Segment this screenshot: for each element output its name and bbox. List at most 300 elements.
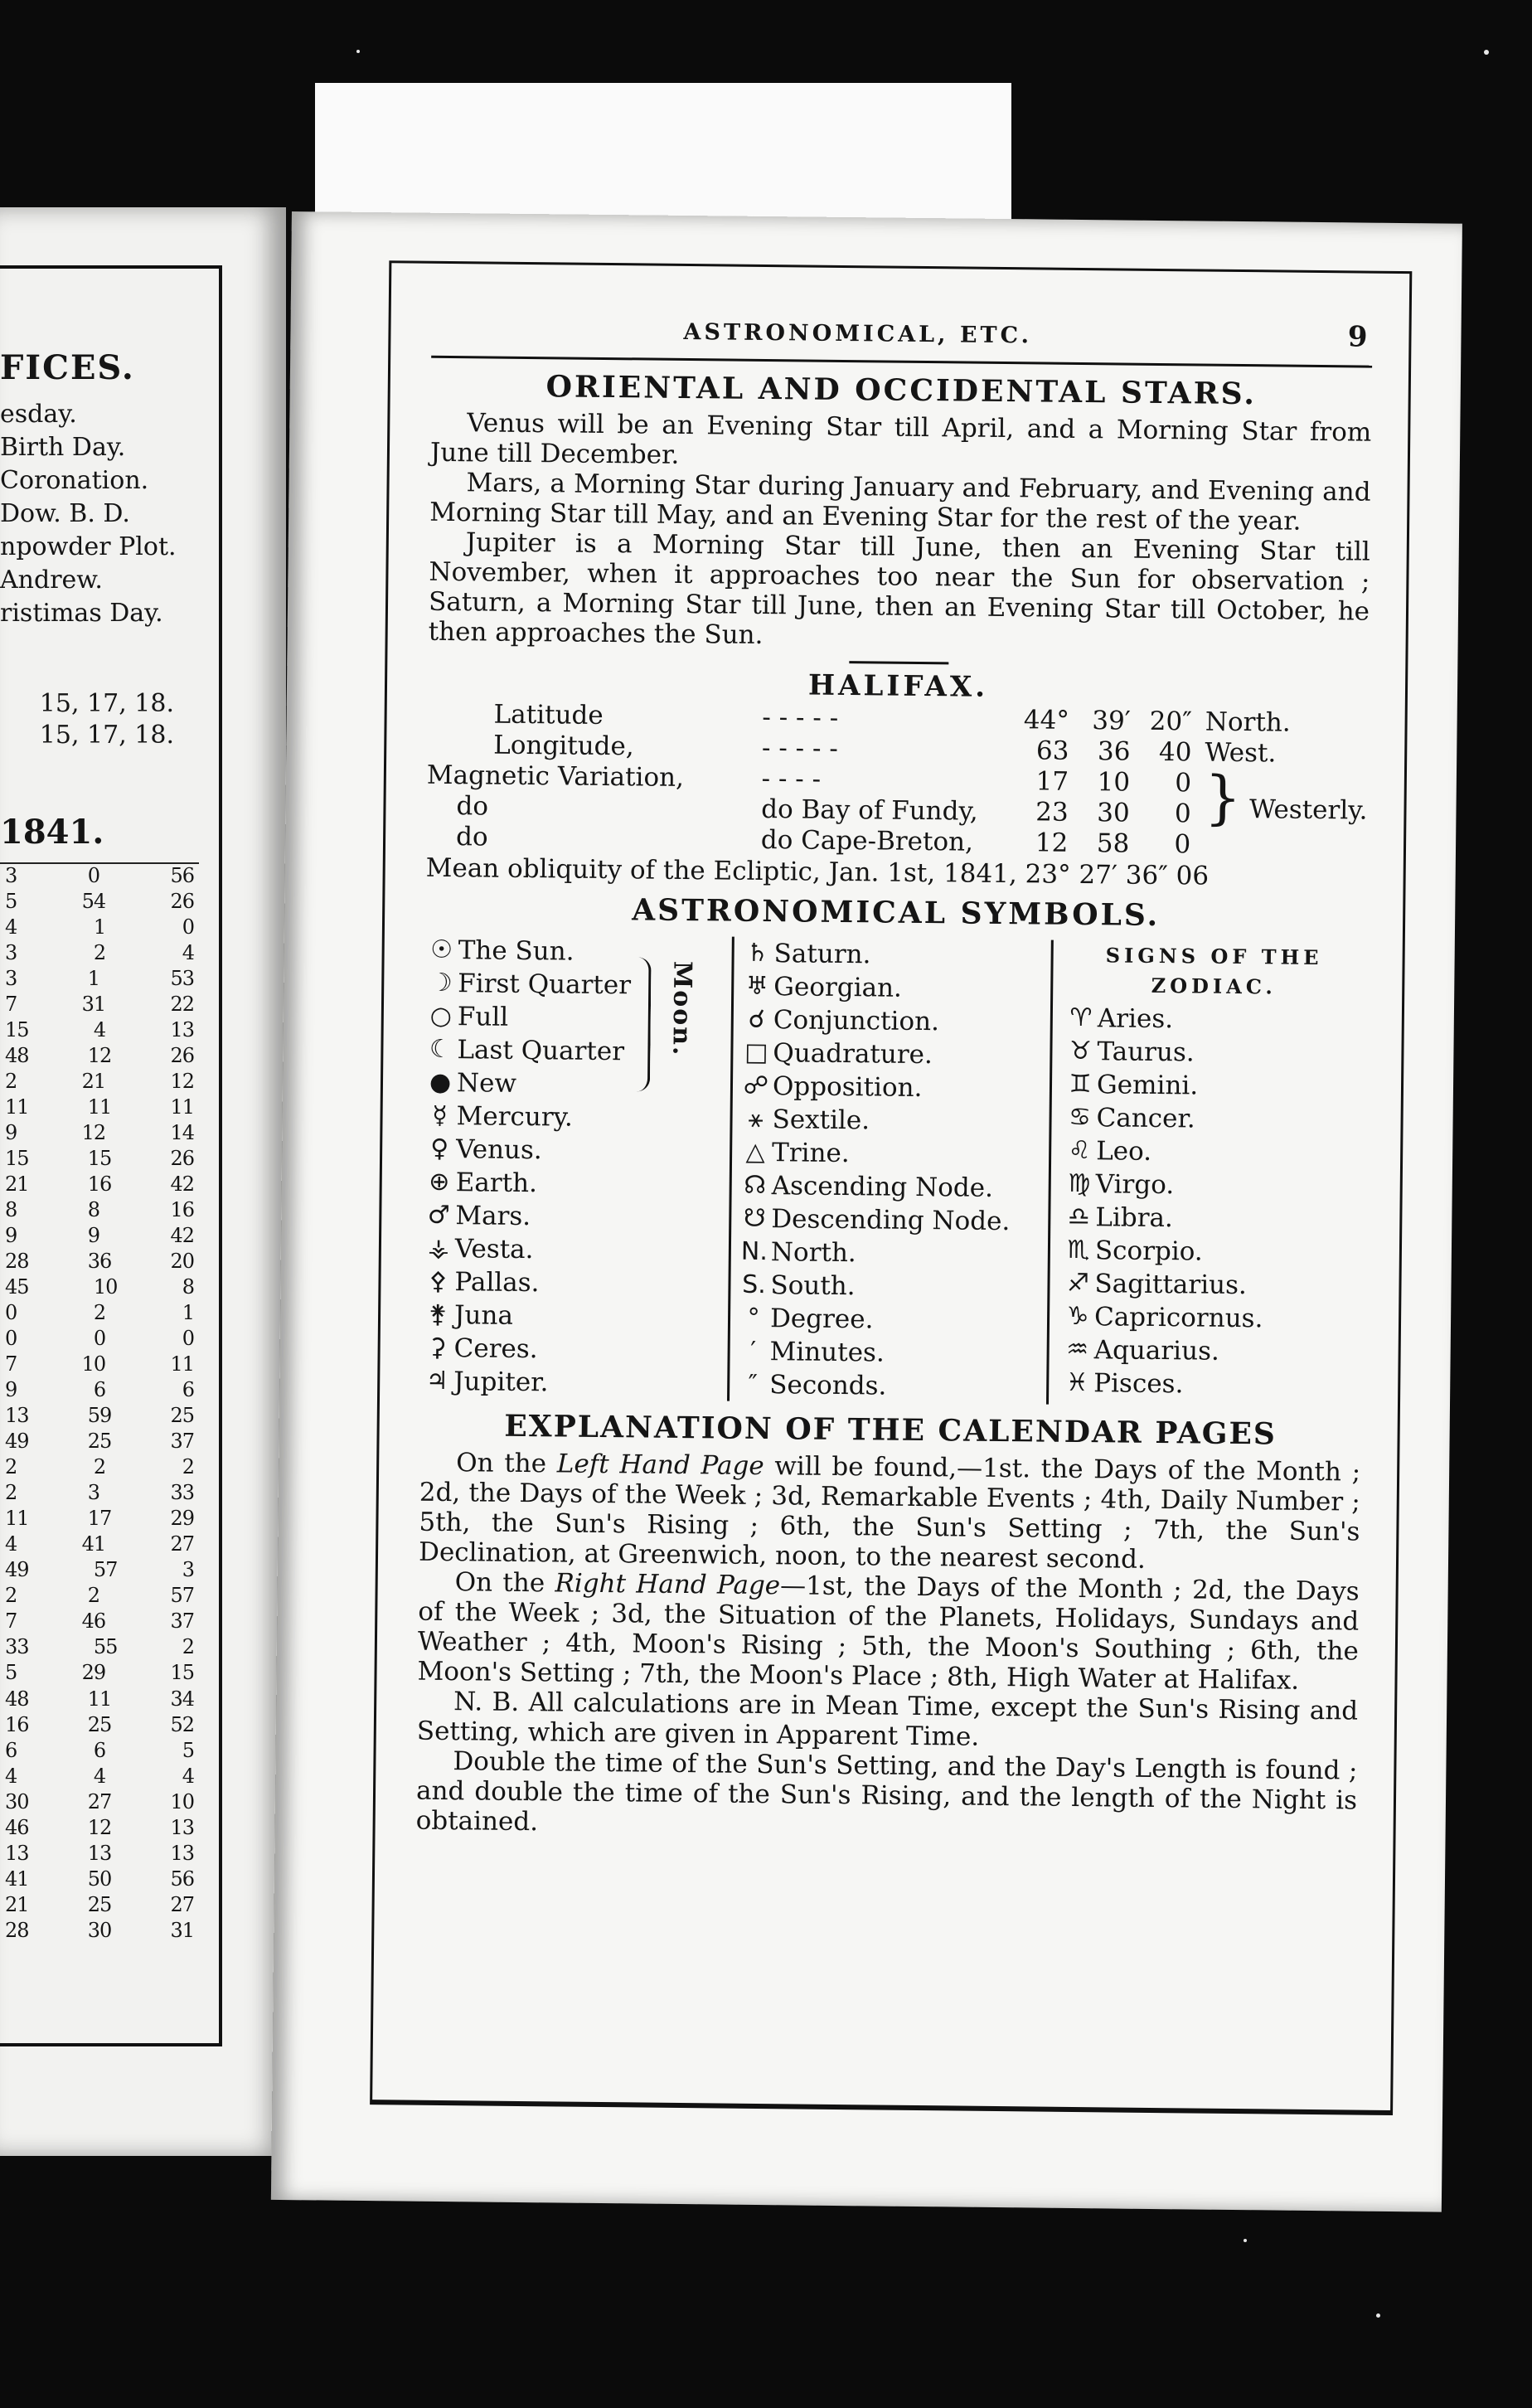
left-table-row: [0, 1327, 199, 1350]
left-table-cell: 7: [5, 1352, 17, 1376]
halifax-minutes: 39′: [1092, 706, 1132, 736]
symbol-row: [1063, 1168, 1361, 1204]
cancer-symbol: ♋: [1068, 1102, 1092, 1133]
left-table-row: [0, 967, 199, 990]
left-table-row: [0, 993, 199, 1016]
sun-symbol: ☉: [430, 935, 453, 965]
aspect-symbols-column: [727, 937, 1054, 1405]
left-table-cell: 3: [182, 1558, 194, 1582]
left-table-cell: 26: [170, 1044, 194, 1068]
left-page-line: Coronation.: [0, 466, 149, 495]
sagittarius-symbol: ♐: [1066, 1268, 1090, 1299]
left-table-cell: 0: [87, 864, 99, 887]
left-table-cell: 5: [5, 1661, 17, 1685]
aquarius-symbol: ♒: [1066, 1334, 1089, 1365]
symbol-label: Trine.: [771, 1138, 850, 1169]
symbol-row: [1062, 1234, 1360, 1270]
new-moon-symbol: ●: [429, 1067, 452, 1098]
left-table-cell: 9: [5, 1378, 17, 1402]
left-table-cell: 13: [170, 1815, 194, 1839]
main-page: [271, 211, 1462, 2212]
left-table-row: [0, 864, 199, 887]
left-table-cell: 49: [5, 1430, 29, 1454]
symbol-row: [739, 1070, 1043, 1106]
opposition-symbol: ☍: [743, 1070, 769, 1101]
virgo-symbol: ♍: [1068, 1168, 1091, 1199]
georgian-symbol: ♅: [745, 971, 768, 1002]
left-table-cell: 9: [5, 1121, 17, 1145]
symbol-row: [423, 1133, 696, 1168]
left-table-cell: 37: [170, 1609, 194, 1634]
explanation-heading: EXPLANATION OF THE CALENDAR PAGES: [504, 1408, 1277, 1452]
obliquity-line: Mean obliquity of the Ecliptic, Jan. 1st, 1841, 23° 27′ 36″ 06: [425, 852, 1210, 891]
section-rule: [849, 661, 948, 664]
left-table-cell: 2: [93, 1301, 106, 1325]
left-table-cell: 13: [5, 1841, 29, 1865]
left-table-row: [0, 1172, 199, 1196]
left-table-cell: 42: [170, 1224, 194, 1248]
left-page-dates: [0, 688, 174, 751]
symbol-row: [739, 1169, 1042, 1206]
symbol-row: [424, 1000, 698, 1036]
left-table-cell: 0: [182, 915, 194, 939]
halifax-minutes: 10: [1097, 767, 1131, 798]
halifax-dots: do Cape-Breton,: [760, 824, 974, 857]
degree-symbol: °: [747, 1303, 760, 1333]
halifax-minutes: 58: [1096, 828, 1130, 859]
symbol-row: [740, 970, 1044, 1007]
left-hand-page-term: Left Hand Page: [556, 1449, 764, 1482]
explanation-text: On the: [456, 1448, 558, 1479]
ceres-symbol: ⚳: [428, 1333, 447, 1363]
left-table-cell: 15: [87, 1147, 112, 1171]
symbol-label: Conjunction.: [773, 1005, 940, 1037]
explanation-paragraph: N. B. All calculations are in Mean Time, except the Sun's Rising and Setting, which are given in Apparent Time.: [416, 1687, 1359, 1752]
oriental-paragraph: Venus will be an Evening Star till April, and a Morning Star from June till December.: [429, 408, 1372, 470]
halifax-label: Longitude,: [493, 730, 634, 762]
left-table-cell: 33: [5, 1635, 29, 1659]
symbol-row: [1060, 1333, 1359, 1370]
venus-symbol: ♀: [429, 1134, 449, 1164]
left-page-line: Andrew.: [0, 566, 103, 595]
minute-symbol: ′: [750, 1336, 757, 1366]
symbol-row: [740, 937, 1044, 973]
left-table-cell: 11: [87, 1095, 112, 1119]
left-table-row: [0, 1250, 199, 1273]
symbol-label: Virgo.: [1095, 1169, 1175, 1201]
planet-symbols-column: [420, 934, 699, 1401]
left-page-line: ristimas Day.: [0, 599, 163, 628]
left-table-cell: 8: [182, 1275, 194, 1299]
left-page-line: Dow. B. D.: [0, 499, 130, 528]
left-table-cell: 21: [5, 1892, 29, 1916]
jupiter-symbol: ♃: [425, 1366, 448, 1396]
left-table-row: [0, 1147, 199, 1170]
symbol-row: [420, 1365, 694, 1401]
left-table-row: [0, 1609, 199, 1633]
left-table-cell: 2: [93, 941, 106, 965]
left-table-cell: 15: [170, 1661, 194, 1685]
gemini-symbol: ♊: [1069, 1069, 1092, 1100]
symbols-table: [420, 934, 1366, 1408]
left-table-cell: 26: [170, 890, 194, 914]
halifax-minutes: 36: [1097, 736, 1131, 767]
left-table-cell: 41: [81, 1532, 106, 1556]
left-table-cell: 16: [5, 1712, 29, 1736]
left-table-cell: 2: [87, 1584, 99, 1608]
left-table-cell: 48: [5, 1044, 29, 1068]
left-table-row: [0, 1455, 199, 1478]
symbol-row: [421, 1265, 695, 1301]
left-table-cell: 11: [170, 1352, 194, 1376]
symbol-label: Quadrature.: [773, 1038, 933, 1070]
left-table-cell: 6: [93, 1378, 106, 1402]
scan-speck: [356, 50, 360, 53]
symbol-label: Full: [457, 1002, 509, 1032]
left-table-cell: 37: [170, 1430, 194, 1454]
left-table-row: [0, 1558, 199, 1581]
left-table-cell: 12: [87, 1815, 112, 1839]
halifax-dots: - - - -: [761, 763, 822, 794]
mercury-symbol: ☿: [432, 1100, 448, 1131]
left-page-table: [0, 862, 199, 1942]
left-table-row: [0, 1867, 199, 1891]
running-head: ASTRONOMICAL, ETC.: [683, 318, 1033, 349]
symbol-label: Mercury.: [456, 1101, 574, 1133]
left-table-cell: 4: [93, 1018, 106, 1042]
left-table-cell: 46: [5, 1815, 29, 1839]
left-table-cell: 53: [170, 967, 194, 991]
left-table-row: [0, 1584, 199, 1607]
halifax-table: [426, 699, 1369, 862]
symbol-label: Taurus.: [1097, 1037, 1195, 1068]
page-number: 9: [1347, 320, 1368, 354]
left-table-row: [0, 1842, 199, 1865]
scan-speck: [1244, 2239, 1247, 2242]
left-table-cell: 12: [81, 1121, 106, 1145]
halifax-seconds: 0: [1174, 799, 1191, 829]
symbol-row: [737, 1269, 1040, 1305]
symbol-row: [421, 1299, 695, 1334]
left-table-cell: 27: [87, 1789, 112, 1813]
left-table-cell: 31: [81, 993, 106, 1017]
left-table-row: [0, 1352, 199, 1376]
left-table-cell: 6: [5, 1738, 17, 1762]
zodiac-symbols-column: [1049, 940, 1364, 1408]
halifax-dots: do Bay of Fundy,: [761, 794, 978, 827]
symbol-label: North.: [770, 1237, 856, 1269]
left-table-cell: 27: [170, 1892, 194, 1916]
symbol-label: Minutes.: [769, 1337, 885, 1368]
left-table-cell: 14: [170, 1121, 194, 1145]
symbol-label: Libra.: [1095, 1202, 1174, 1234]
halifax-degrees: 23: [1035, 797, 1069, 828]
left-table-cell: 31: [170, 1918, 194, 1942]
left-table-row: [0, 1816, 199, 1839]
left-table-cell: 20: [170, 1250, 194, 1274]
symbol-label: Pallas.: [454, 1267, 540, 1299]
symbol-row: [738, 1202, 1041, 1239]
symbol-label: Opposition.: [772, 1071, 923, 1104]
left-table-cell: 33: [170, 1481, 194, 1505]
earth-symbol: ⊕: [428, 1167, 450, 1197]
symbol-row: [424, 1066, 697, 1102]
halifax-direction: North.: [1205, 706, 1291, 738]
left-table-row: [0, 941, 199, 964]
symbol-label: Scorpio.: [1094, 1236, 1203, 1267]
left-table-cell: 5: [5, 890, 17, 914]
left-table-row: [0, 1661, 199, 1684]
left-table-cell: 28: [5, 1918, 29, 1942]
capricornus-symbol: ♑: [1066, 1301, 1089, 1332]
halifax-degrees: 63: [1035, 736, 1069, 766]
symbol-label: Vesta.: [454, 1234, 534, 1265]
left-table-row: [0, 915, 199, 939]
symbol-row: [736, 1335, 1040, 1371]
left-table-cell: 16: [87, 1172, 112, 1197]
symbol-label: Ascending Node.: [771, 1171, 994, 1203]
left-table-row: [0, 1532, 199, 1556]
left-table-row: [0, 1687, 199, 1711]
symbol-label: Descending Node.: [771, 1204, 1011, 1237]
halifax-degrees: 17: [1035, 766, 1069, 797]
left-table-cell: 5: [182, 1738, 194, 1762]
left-page-year: 1841.: [0, 813, 104, 852]
left-table-cell: 45: [5, 1275, 29, 1299]
left-table-cell: 4: [5, 1764, 17, 1788]
symbol-row: [1060, 1367, 1359, 1403]
left-table-cell: 55: [93, 1635, 118, 1659]
symbol-row: [738, 1236, 1041, 1272]
explanation-text: On the: [454, 1567, 555, 1599]
first-quarter-symbol: ☽: [429, 968, 453, 998]
last-quarter-symbol: ☾: [429, 1034, 453, 1065]
symbol-label: Juna: [453, 1300, 514, 1331]
left-table-cell: 13: [170, 1018, 194, 1042]
left-table-row: [0, 1507, 199, 1530]
halifax-heading: HALIFAX.: [807, 668, 989, 704]
halifax-label: do: [456, 791, 489, 822]
left-table-cell: 0: [5, 1327, 17, 1351]
left-table-row: [0, 1275, 199, 1299]
left-table-cell: 57: [170, 1584, 194, 1608]
quadrature-symbol: □: [744, 1037, 768, 1068]
left-table-cell: 28: [5, 1250, 29, 1274]
oriental-paragraph: Jupiter is a Morning Star till June, then an Evening Star till November, when it approaches too near the Sun for observation ; Saturn, a Morning Star till June, then an Evening Star till October, he then approaches the Sun.: [428, 527, 1370, 650]
left-table-cell: 59: [87, 1404, 112, 1428]
left-table-cell: 0: [182, 1327, 194, 1351]
saturn-symbol: ♄: [746, 938, 769, 969]
symbol-row: [422, 1199, 696, 1235]
left-table-cell: 56: [170, 864, 194, 887]
left-table-cell: 3: [5, 864, 17, 887]
symbol-label: Sextile.: [772, 1104, 870, 1136]
left-table-row: [0, 1404, 199, 1427]
symbol-row: [420, 1332, 694, 1367]
left-table-cell: 41: [5, 1867, 29, 1891]
left-page-fragment: [0, 207, 286, 2156]
halifax-seconds: 20″: [1149, 706, 1193, 737]
left-page-line: Birth Day.: [0, 433, 126, 462]
libra-symbol: ♎: [1067, 1202, 1090, 1232]
left-page-date-line: 15, 17, 18.: [39, 689, 174, 718]
symbol-label: Last Quarter: [457, 1035, 625, 1067]
symbol-label: Degree.: [769, 1304, 874, 1335]
symbol-row: [1063, 1101, 1361, 1138]
halifax-direction: Westerly.: [1248, 794, 1368, 826]
left-table-cell: 21: [81, 1070, 106, 1094]
left-table-cell: 10: [81, 1352, 106, 1376]
left-table-row: [0, 1790, 199, 1813]
oriental-paragraph: Mars, a Morning Star during January and February, and Evening and Morning Star till May, and an Evening Star for the rest of the year.: [429, 468, 1371, 536]
explanation-paragraph: Double the time of the Sun's Setting, and the Day's Length is found ; and double the time of the Sun's Rising, and the length of the Night is obtained.: [415, 1746, 1358, 1838]
left-table-cell: 3: [87, 1481, 99, 1505]
left-table-cell: 3: [5, 941, 17, 965]
left-table-cell: 49: [5, 1558, 29, 1582]
symbol-row: [1061, 1267, 1360, 1304]
halifax-minutes: 30: [1097, 798, 1130, 828]
left-table-cell: 22: [170, 993, 194, 1017]
symbol-label: New: [456, 1068, 517, 1099]
sextile-symbol: ⚹: [748, 1104, 764, 1134]
north-abbrev: N.: [740, 1236, 768, 1267]
left-table-cell: 15: [5, 1018, 29, 1042]
symbol-row: [423, 1100, 696, 1135]
halifax-seconds: 0: [1174, 829, 1191, 860]
left-table-cell: 4: [5, 915, 17, 939]
symbol-row: [424, 934, 698, 969]
left-table-cell: 9: [87, 1224, 99, 1248]
left-table-cell: 27: [170, 1532, 194, 1556]
left-table-cell: 25: [87, 1430, 112, 1454]
scorpio-symbol: ♏: [1067, 1235, 1090, 1265]
left-table-cell: 4: [5, 1532, 17, 1556]
zodiac-heading: SIGNS OF THE ZODIAC.: [1105, 943, 1323, 999]
left-table-cell: 1: [182, 1301, 194, 1325]
oriental-heading: ORIENTAL AND OCCIDENTAL STARS.: [545, 369, 1258, 412]
taurus-symbol: ♉: [1069, 1036, 1093, 1066]
left-table-cell: 54: [81, 890, 106, 914]
symbols-heading: ASTRONOMICAL SYMBOLS.: [631, 892, 1161, 934]
symbol-row: [739, 1136, 1042, 1172]
symbol-row: [1061, 1300, 1360, 1337]
symbol-row: [737, 1302, 1040, 1338]
symbol-label: Aries.: [1097, 1003, 1174, 1035]
moon-label: Moon.: [667, 960, 697, 1057]
symbol-label: Cancer.: [1096, 1103, 1195, 1134]
left-table-row: [0, 1739, 199, 1762]
symbol-row: [1063, 1134, 1361, 1171]
explanation-text: will be found,—1st. the Days of the Month ; 2d, the Days of the Week ; 3d, Remarkable Events ; 4th, Daily Number ; 5th, the Sun's Rising ; 6th, the Sun's Setting ; 7th, the Sun's Declination, at Greenwich, noon, to the nearest second.: [418, 1451, 1361, 1575]
descending-node-symbol: ☋: [743, 1203, 766, 1234]
symbol-label: Pisces.: [1093, 1368, 1184, 1400]
symbol-label: Leo.: [1095, 1136, 1152, 1167]
symbol-label: Jupiter.: [453, 1367, 549, 1398]
left-table-row: [0, 1713, 199, 1736]
symbol-row: [424, 1033, 697, 1069]
halifax-direction: West.: [1205, 737, 1277, 769]
left-table-cell: 1: [87, 967, 99, 991]
left-table-cell: 2: [182, 1455, 194, 1479]
left-table-row: [0, 1765, 199, 1788]
symbol-label: Seconds.: [769, 1370, 887, 1401]
left-table-cell: 2: [5, 1455, 17, 1479]
left-table-cell: 4: [93, 1764, 106, 1788]
halifax-label: Magnetic Variation,: [426, 760, 685, 793]
left-page-date-line: 15, 17, 18.: [39, 721, 174, 750]
symbol-row: [424, 967, 698, 1003]
left-table-row: [0, 1095, 199, 1119]
left-table-cell: 11: [87, 1687, 112, 1711]
left-table-cell: 0: [93, 1327, 106, 1351]
left-table-cell: 12: [87, 1044, 112, 1068]
halifax-degrees: 44°: [1023, 705, 1070, 736]
pallas-symbol: ⚴: [429, 1266, 448, 1297]
symbol-label: Saturn.: [773, 939, 871, 970]
left-table-cell: 48: [5, 1687, 29, 1711]
left-table-cell: 16: [170, 1198, 194, 1222]
left-table-cell: 11: [170, 1095, 194, 1119]
left-table-cell: 0: [5, 1301, 17, 1325]
scan-speck: [1376, 2313, 1380, 2318]
symbol-label: Venus.: [455, 1134, 542, 1166]
symbol-label: Capricornus.: [1093, 1302, 1263, 1334]
left-table-cell: 29: [81, 1661, 106, 1685]
halifax-seconds: 0: [1175, 768, 1192, 799]
left-table-row: [0, 1070, 199, 1093]
symbol-row: [740, 1003, 1044, 1040]
left-table-row: [0, 1121, 199, 1144]
halifax-dots: - - - - -: [762, 702, 839, 733]
symbol-row: [1064, 1002, 1363, 1038]
left-table-cell: 30: [5, 1789, 29, 1813]
left-table-cell: 15: [5, 1147, 29, 1171]
left-table-cell: 57: [93, 1558, 118, 1582]
symbol-row: [736, 1368, 1040, 1405]
left-table-cell: 2: [5, 1584, 17, 1608]
left-table-cell: 13: [87, 1841, 112, 1865]
left-table-row: [0, 1224, 199, 1247]
left-table-cell: 3: [5, 967, 17, 991]
westerly-brace: }: [1204, 763, 1242, 833]
symbol-row: [423, 1166, 696, 1202]
symbol-label: The Sun.: [458, 935, 574, 967]
symbol-label: Mars.: [455, 1201, 531, 1232]
left-table-cell: 34: [170, 1687, 194, 1711]
aries-symbol: ♈: [1069, 1003, 1093, 1033]
left-table-cell: 1: [93, 915, 106, 939]
left-table-cell: 36: [87, 1250, 112, 1274]
left-table-cell: 2: [93, 1455, 106, 1479]
second-symbol: ″: [748, 1369, 759, 1399]
halifax-label: Latitude: [493, 699, 604, 731]
left-table-row: [0, 1301, 199, 1324]
left-table-cell: 4: [182, 941, 194, 965]
left-table-cell: 9: [5, 1224, 17, 1248]
left-table-cell: 11: [5, 1507, 29, 1531]
mars-symbol: ♂: [427, 1200, 450, 1231]
symbol-label: First Quarter: [458, 969, 632, 1001]
symbol-row: [739, 1037, 1043, 1073]
left-table-row: [0, 890, 199, 913]
leo-symbol: ♌: [1068, 1135, 1091, 1166]
left-table-cell: 30: [87, 1918, 112, 1942]
header-rule: [431, 356, 1372, 368]
halifax-dots: - - - - -: [761, 732, 838, 764]
left-page-line: esday.: [0, 400, 77, 429]
left-table-cell: 42: [170, 1172, 194, 1197]
left-table-cell: 46: [81, 1609, 106, 1634]
